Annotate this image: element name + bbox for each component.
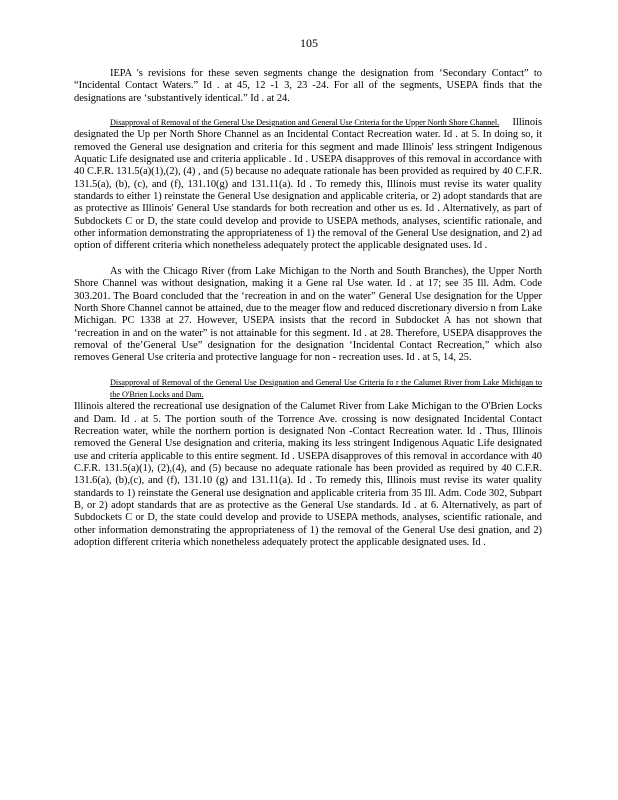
section-removal-upper-north-shore-channel <box>74 117 542 253</box>
paragraph-spacer <box>74 253 542 266</box>
page-content <box>74 68 542 549</box>
chicago-river-paragraph: As with the Chicago River (from Lake Michigan to the North and South Branches), the Upper North Shore Channel was without designation, making it a Gene ral Use water. Id . at 17; see 35 Ill. Adm. Code 303.201. The Board concluded that the ‘recreation in and on the water” General Use designation for the Upper North Shore Channel cannot be attained, due to the meager flow and reduced discretionary diversio n from Lake Michigan. PC 1338 at 27. However, USEPA insists that the record in Subdocket A has not shown that ‘recreation in and on the water” is not attainable for this segment. Id . at 28. Therefore, USEPA disapproves the removal of the’General Use” designation for the designation ‘Incidental Contact Recreation,” which also removes General Use criteria and protective language for non - recreation uses. Id . at 5, 14, 25. <box>74 265 542 364</box>
intro-paragraph: IEPA 's revisions for these seven segments change the designation from ‘Secondary Contact” to “Incidental Contact Waters.” Id . at 45, 12 -1 3, 23 -24. For all of the segments, USEPA finds that the designations are ‘substantively identical.” Id . at 24. <box>74 68 542 104</box>
page-number: 105 <box>300 36 318 50</box>
paragraph-spacer <box>74 365 542 377</box>
section-body-calumet-river: Illinois altered the recreational use designation of the Calumet River from Lake Michigan to the O'Brien Locks and Dam. Id . at 5. The portion south of the Torrence Ave. crossing is now designated Incidental Contact Recreation water, while the northern portion is designated Non -Contact Recreation water. Id . Thus, Illinois removed the General Use designation and criteria, making its less stringent Indigenous Aquatic Life designated use and criteria applicable to this entire segment. Id . USEPA disapproves of this removal in accordance with 40 C.F.R. 131.5(a)(1), (2),(4), and (5) because no adequate rationale has been provided as required by 40 C.F.R. 131.6(a), (b),(c), and (f), 131.10 (g) and 131.11(a). Id . To remedy this, Illinois must revise its water quality standards to 1) reinstate the General use designation and applicable criteria from 35 Ill. Adm. Code 302, Subpart B, or 2) adopt standards that are as protective as the General Use standards. Id . at 6. Alternatively, as part of Subdockets C or D, the state could develop and provide to USEPA methods, analyses, scientific rationale, and other information demonstrating the appropriateness of 1) the removal of the General Use desi gnation, and 2) adoption different criteria which nonetheless adequately protect the applicable designated uses. Id . <box>74 401 542 549</box>
section-heading-calumet-river: Disapproval of Removal of the General Use Designation and General Use Criteria fo r the Calumet River from Lake Michigan to the O'Brien Locks and Dam. <box>110 377 542 399</box>
section-body-upper-north-shore-channel: Illinois designated the Up per North Shore Channel as an Incidental Contact Recreation water. Id . at 5. In doing so, it removed the General use designation and criteria for this segment and made Illinois' less stringent Indigenous Aquatic Life designated use and criteria applicable . Id . USEPA disapproves of this removal in accordance with 40 C.F.R. 131.5(a)(1),(2), (4) , and (5) because no adequate rationale has been provided as required by 40 C.F.R. 131.5(a), (b), (c), and (f), 131.10(g) and 131.11(a). Id . To remedy this, Illinois must revise its water quality standards to either 1) reinstate the General Use designation and applicable criteria, or 2) adopt standards that are as protective as Illinois' General Use standards for both recreation and other us es. Id . Alternatively, as part of Subdockets C or D, the state could develop and provide to USEPA methods, analyses, scientific rationale, and other information demonstrating the appropriateness of 1) the removal of the General Use designation, and 2) ad option of different criteria which nonetheless adequately protect the applicable designated uses. Id . <box>74 117 542 252</box>
paragraph-spacer <box>74 105 542 117</box>
section-heading-upper-north-shore-channel: Disapproval of Removal of the General Use Designation and General Use Criteria for the Upper North Shore Channel. <box>110 118 500 128</box>
section-removal-calumet-river <box>74 377 542 550</box>
